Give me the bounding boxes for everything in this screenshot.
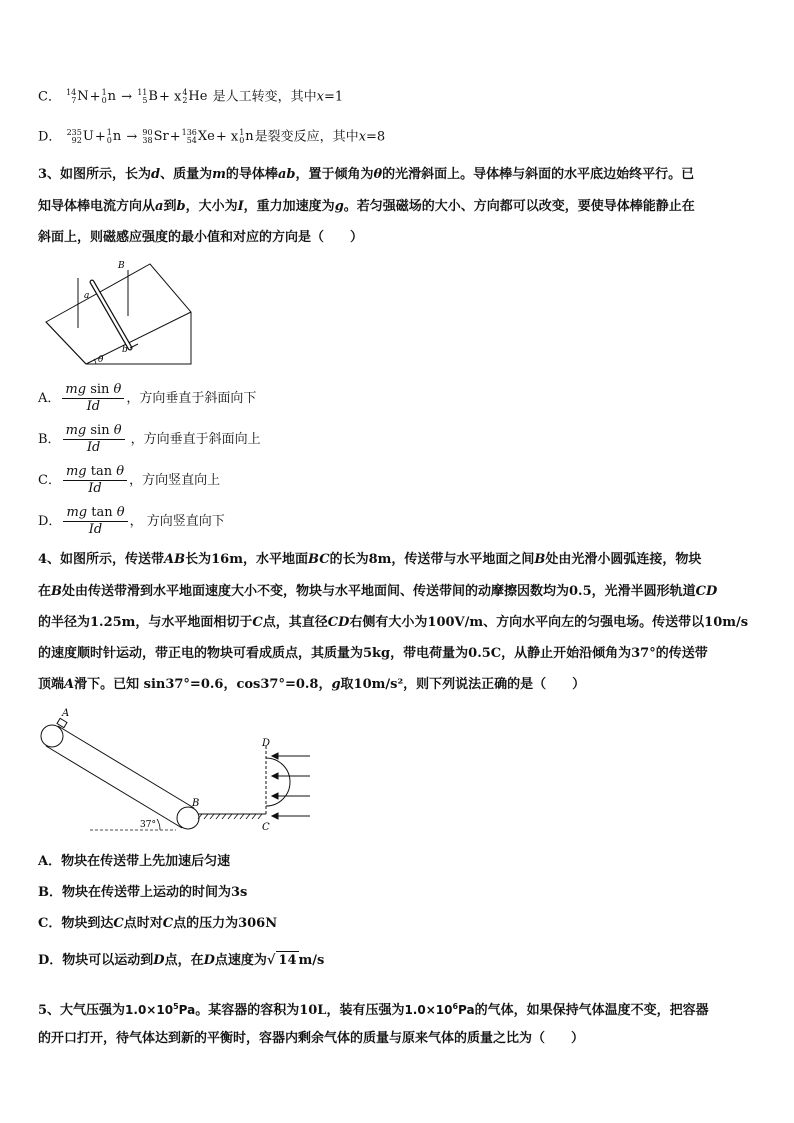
q4-option-d[interactable]: D．物块可以运动到D点，在D点速度为√ 14 m/s	[38, 953, 325, 968]
pulley-bottom	[177, 807, 199, 829]
q4-option-a[interactable]: A．物块在传送带上先加速后匀速	[38, 854, 231, 869]
fraction: $\frac{\text{mg sin θ}}{Id}$	[63, 423, 125, 456]
option-label: C．	[38, 89, 61, 105]
q3-option-b[interactable]: B． $\frac{\text{mg sin θ}}{Id}$ ，方向垂直于斜面向上	[38, 423, 261, 455]
belt-top	[58, 726, 194, 808]
q3-option-a[interactable]: A． $\frac{\text{mg sin θ}}{Id}$ ，方向垂直于斜面向下	[38, 382, 257, 414]
q3-option-c[interactable]: C． $\frac{\text{mg tan θ}}{Id}$ ，方向竖直向上	[38, 464, 221, 496]
fraction: $\frac{\text{mg tan θ}}{Id}$	[63, 464, 127, 497]
q4-stem-line2: 在B处由传送带滑到水平地面速度大小不变，物块与水平地面间、传送带间的动摩擦因数均为0.5，光滑半圆形轨道CD	[38, 584, 718, 599]
label-a: a	[84, 291, 90, 301]
sqrt-radicand: 14	[278, 953, 297, 968]
pressure-atm: $1.0\times 10^5Pa$	[125, 1002, 196, 1017]
nuclide-neutron: 1 0 n	[239, 128, 254, 145]
label-angle: 37°	[140, 820, 156, 830]
reaction-arrow: →	[126, 129, 138, 145]
sqrt-symbol: √	[266, 953, 276, 968]
label-C: C	[262, 822, 270, 833]
q4-stem-line3: 的半径为1.25m，与水平地面相切于C点，其直径CD右侧有大小为100V/m、方向水平向左的匀强电场。传送带以10m/s	[38, 615, 749, 630]
label-B: B	[118, 261, 125, 271]
label-b: b	[122, 345, 128, 355]
q3-option-d[interactable]: D． $\frac{\text{mg tan θ}}{Id}$ ， 方向竖直向下	[38, 505, 225, 537]
q2-option-c[interactable]: C． 14 7 N + 1 0 n → 11 5 B + x 4 2 He 是人工转变，其中x=1	[38, 88, 344, 105]
q4-conveyor-figure	[38, 706, 328, 840]
nuclide-he4: 4 2 He	[182, 88, 208, 105]
option-label: D．	[38, 129, 62, 145]
electric-field-arrows	[272, 753, 310, 819]
pressure-initial: $1.0\times 10^6Pa$	[404, 1002, 475, 1017]
ground-hatch	[198, 814, 262, 819]
q2-option-d[interactable]: D． 235 92 U + 1 0 n → 90 38 Sr + 136 54 Xe + x 1 0 n 是裂变反应，其中x=8	[38, 128, 386, 145]
q4-stem-line5: 顶端A滑下。已知 sin37°=0.6，cos37°=0.8，g取10m/s²，则下列说法正确的是（ ）	[38, 677, 586, 692]
q4-option-c[interactable]: C．物块到达C点时对C点的压力为306N	[38, 916, 278, 931]
nuclide-xe136: 136 54 Xe	[181, 128, 215, 145]
q4-stem-line4: 的速度顺时针运动，带正电的物块可看成质点，其质量为5kg，带电荷量为0.5C，从静止开始沿倾角为37°的传送带	[38, 646, 708, 661]
belt-bottom	[46, 746, 182, 828]
nuclide-b11: 11 5 B	[137, 88, 158, 105]
incline-front-edge	[46, 322, 86, 364]
q4-option-b[interactable]: B．物块在传送带上运动的时间为3s	[38, 885, 248, 900]
conductor-rod-inner	[92, 282, 130, 348]
label-A: A	[62, 708, 70, 719]
nuclide-neutron: 1 0 n	[106, 128, 122, 145]
q3-stem-line3: 斜面上，则磁感应强度的最小值和对应的方向是（ ）	[38, 230, 364, 245]
label-D: D	[262, 738, 271, 749]
q5-stem-line1: 5、大气压强为$1.0\times 10^5Pa$。某容器的容积为10L，装有压强为$1.0\times 10^6Pa$的气体，如果保持气体温度不变，把容器	[38, 1002, 709, 1018]
q5-stem-line2: 的开口打开，待气体达到新的平衡时，容器内剩余气体的质量与原来气体的质量之比为（ ）	[38, 1031, 585, 1046]
q3-stem-line1: 3、如图所示，长为d、质量为m的导体棒ab，置于倾角为θ的光滑斜面上。导体棒与斜面的水平底边始终平行。已	[38, 167, 695, 182]
nuclide-n14: 14 7 N	[66, 88, 89, 105]
nuclide-u235: 235 92 U	[66, 128, 94, 145]
q3-stem-line2: 知导体棒电流方向从a到b，大小为I，重力加速度为g。若匀强磁场的大小、方向都可以改变，要使导体棒能静止在	[38, 199, 695, 214]
angle-arc	[157, 819, 160, 830]
q3-incline-figure	[38, 256, 208, 372]
label-theta: θ	[98, 355, 104, 365]
nuclide-neutron: 1 0 n	[101, 88, 117, 105]
incline-outline	[46, 264, 191, 364]
nuclide-sr90: 90 38 Sr	[142, 128, 169, 145]
fraction: $\frac{\text{mg tan θ}}{Id}$	[63, 505, 127, 538]
fraction: $\frac{\text{mg sin θ}}{Id}$	[62, 382, 124, 415]
q4-stem-line1: 4、如图所示，传送带AB长为16m，水平地面BC的长为8m，传送带与水平地面之间B处由光滑小圆弧连接，物块	[38, 552, 702, 567]
label-B: B	[192, 798, 200, 809]
reaction-arrow: →	[121, 89, 133, 105]
pulley-top	[41, 725, 63, 747]
